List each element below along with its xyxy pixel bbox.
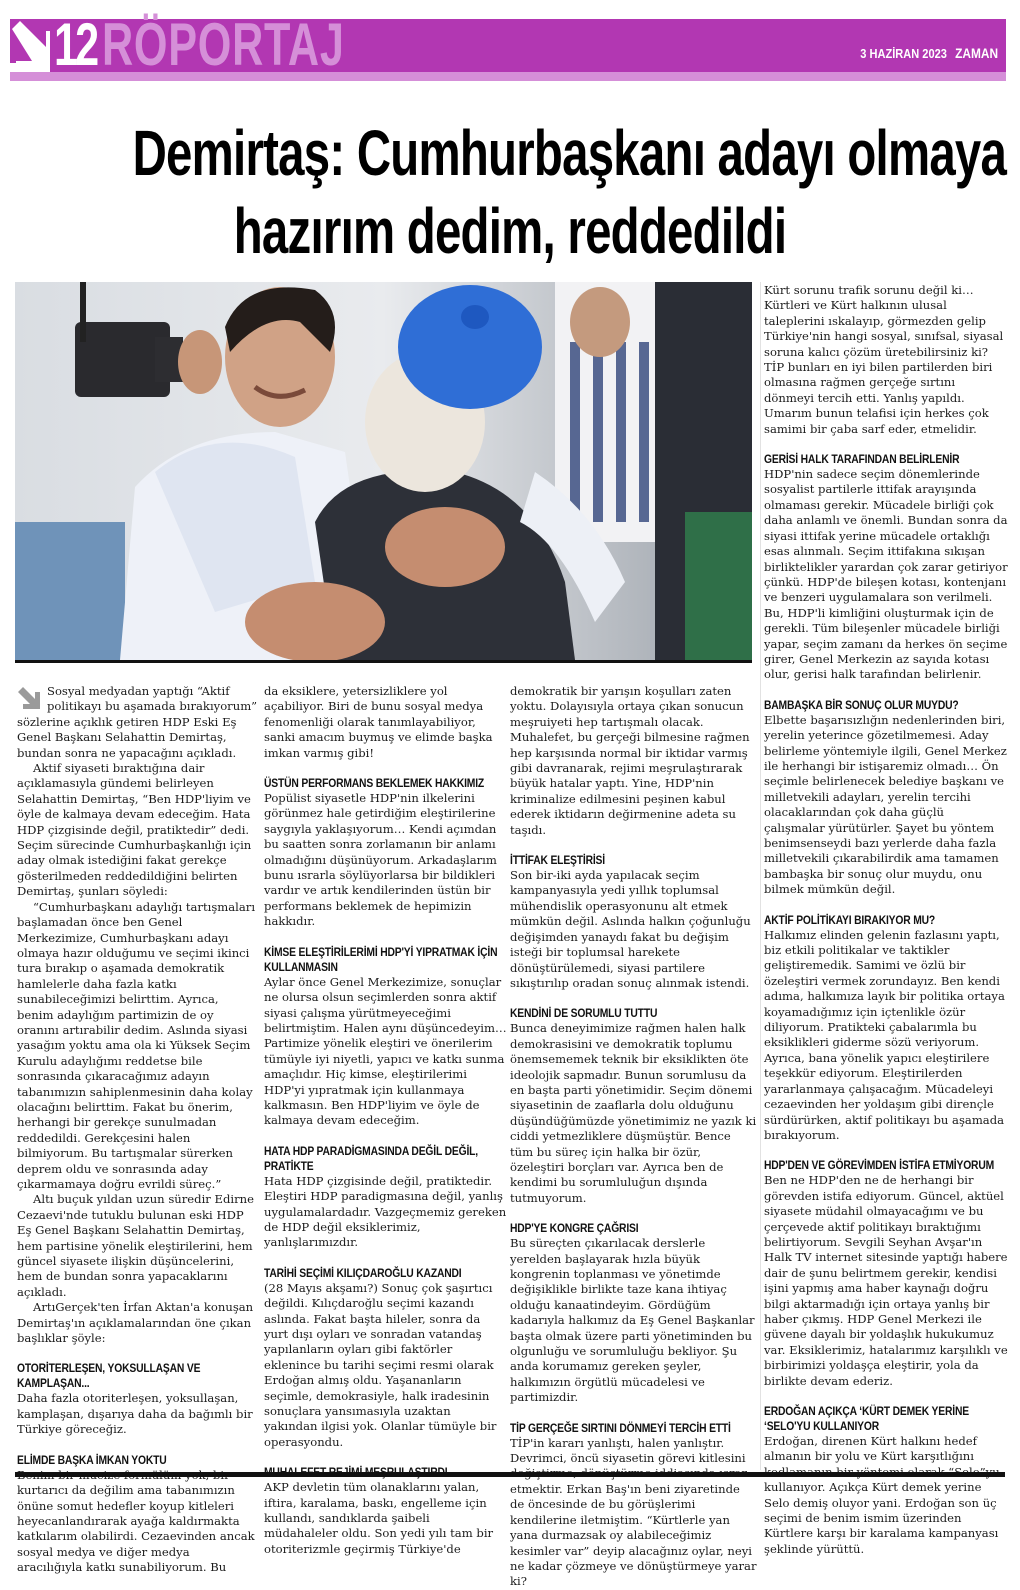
page-number: 12	[54, 11, 97, 78]
subsection-text: Erdoğan, direnen Kürt halkını hedef almanın bir yolu ve Kürt karşıtlığını kullanıyor. Açıkça Kürt demek yerine Selo demiş oluyor yani. Erdoğan son üç seçimi de benim ismim üzerinden Kürtlere karşı bir karalama kampanyası şeklinde yürüttü.	[764, 1434, 999, 1556]
subsection-text: (28 Mayıs akşamı?) Sonuç çok şaşırtıcı değildi. Kılıçdaroğlu seçimi kazandı aslında. Fakat başta hileler, sonra da yurt dışı oyları ve sonradan vatandaş yapılanların oyları gibi faktörler eklenince bu tarihi seçimi resmi olarak Erdoğan almış oldu. Yaşananların seçimle, demokrasiyle, halk iradesinin sonuçlara yansımasıyla uzaktan yakından ilgisi yok. Olanlar tümüyle bir operasyondu.	[264, 1280, 497, 1449]
subheading: TARİHİ SEÇİMİ KILIÇDAROĞLU KAZANDI	[264, 1265, 462, 1280]
bg-person-shirt	[15, 522, 125, 660]
subheading: HDP'DEN VE GÖREVİMDEN İSTİFA ETMİYORUM	[764, 1158, 995, 1173]
subheading: AKTİF POLİTİKAYI BIRAKIYOR MU?	[764, 912, 936, 927]
column-divider	[760, 282, 761, 1470]
subsection-text: Bunca deneyimimize rağmen halen halk demokrasisini ve demokratik toplumu önemsememek teknik bir eksiklikten öte ideolojik sapmadır. Bunun sorumlusu da en başta parti yönetimidir. Seçim dönemi siyasetinin de zaaflarla dolu olduğunu düşündüğümüzde yönetimimiz ne yazık ki ciddi yetmezliklere düşmüştür. Bence tüm bu süreç için halka bir özür, özeleştiri borçları var. Ayrıca ben de kendimi bu sorumluluğun dışında tutmuyorum.	[510, 1021, 757, 1205]
subheading: KENDİNİ DE SORUMLU TUTTU	[510, 1006, 658, 1021]
subsection-text: Popülist siyasetle HDP'nin ilkelerini görünmez hale getirdiğim eleştirilerine saygıyla yaklaşıyorum… Kendi açımdan bu saatten sonra zorlamanın bir anlamı olmadığını düşünüyorum. Arkadaşlarım bunu ısrarla söylüyorlarsa bir bildikleri vardır ve artık kendilerinden üstün bir performans beklemek de hepimizin hakkıdır.	[264, 791, 497, 929]
continued-text: demokratik bir yarışın koşulları zaten yoktu. Dolayısıyla ortaya çıkan sonucun meşruiyeti hep tartışmalı olacak. Muhalefet, bu gerçeği bilmesine rağmen hep karşısında normal bir iktidar varmış gibi davranarak, rejimi meşrulaştırarak büyük hatalar yaptı. Yine, HDP'nin kriminalize edilmesini peşinen kabul ederek iktidarın değirmenine adeta su taşıdı.	[510, 684, 750, 837]
article-photo	[15, 282, 752, 660]
article-column-4	[764, 283, 1008, 1557]
body-paragraph: ArtıGerçek'ten İrfan Aktan'a konuşan Demirtaş'ın açıklamalarından öne çıkan başlıklar şöyle:	[17, 1300, 254, 1346]
subheading: ÜSTÜN PERFORMANS BEKLEMEK HAKKIMIZ	[264, 776, 485, 791]
section-arrow-icon	[10, 19, 50, 72]
subsection-text: Elbette başarısızlığın nedenlerinden biri, yerelin yeterince gözetilmemesi. Aday belirleme yöntemiyle ilgili, Genel Merkez ile herhangi bir istişaremiz olmadı… Ön seçimle belirlenecek belediye başkanı ve milletvekili adayları, yerelin tercihi olacaklarından çok daha güçlü çalışmalar yürütürler. Şayet bu yöntem benimsenseydi bazı yerlerde daha fazla milletvekili çıkarabilirdik ama tamamen bambaşka bir sonuç olur muydu, onu bilmek mümkün değil.	[764, 712, 1007, 897]
subheading: KİMSE ELEŞTİRİLERİMİ HDP'Yİ YIPRATMAK İÇİN KULLANMASIN	[264, 944, 498, 974]
headline-line-2: hazırım dedim, reddedildi	[233, 195, 787, 267]
subheading: HDP'YE KONGRE ÇAĞRISI	[510, 1221, 639, 1236]
subheading: HATA HDP PARADİGMASINDA DEĞİL DEĞİL, PRATİKTE	[264, 1143, 478, 1173]
subsection-text: Son bir-iki ayda yapılacak seçim kampanyasıyla yedi yıllık toplumsal mühendislik operasyonunu alt etmek mümkün değil. Aslında halkın çoğunluğu değişimden yanaydı fakat bu değişim isteği bir toplumsal harekete dönüştürülemedi, siyasi partilere sıkıştırılıp oradan sonuç alınmak istendi.	[510, 868, 751, 990]
subheading: OTORİTERLEŞEN, YOKSULLAŞAN VE KAMPLAŞAN...	[17, 1361, 201, 1391]
subsection-text: Bu süreçten çıkarılacak derslerle yerelden başlayarak hızla büyük kongrenin toplanması ve yönetimde değişiklikle birlikte taze kana ihtiyaç olduğu kanaatindeyim. Gördüğüm kadarıyla halkımız da Eş Genel Başkanlar başta olmak üzere parti yönetiminden bu olgunluğu ve sorumluluğu bekliyor. Şu anda korumamız gereken şeyler, halkımızın örgütlü mücadelesi ve partimizdir.	[510, 1236, 755, 1405]
lead-arrow-icon	[17, 686, 41, 710]
page-bottom-rule	[15, 1472, 1005, 1477]
subsection-text: Halkımız elinden gelenin fazlasını yaptı, biz etkili politikalar ve taktikler geliştiremedik. Samimi ve özlü bir özeleştiri vermek zorundayız. Ben kendi adıma, halkımıza layık bir politika ortaya koyamadığımız için içtenlikle özür diliyorum. Pratikteki çabalarımla bu eksiklikleri giderme sözü veriyorum. Ayrıca, bana yönelik yapıcı eleştirilere teşekkür ediyorum. Eleştirilerden yararlanmaya çalışacağım. Mücadeleyi cezaevinden her yoldaşım gibi dirençle sürdürürken, aktif politikayı bu aşamada bırakıyorum.	[764, 927, 1005, 1142]
lead-paragraph: Sosyal medyadan yaptığı “Aktif politikayı bu aşamada bırakıyorum” sözlerine açıklık getiren HDP Eski Eş Genel Başkanı Selahattin Demirtaş, bundan sonra ne yapacağını açıkladı.	[17, 684, 258, 760]
page-title	[0, 114, 1020, 270]
continued-text: da eksiklere, yetersizliklere yol açabiliyor. Biri de bunu sosyal medya fenomenliği olarak tanımlayabiliyor, sanki amacım buymuş ve elimde başka imkan varmış gibi!	[264, 684, 493, 760]
subsection-text: Aylar önce Genel Merkezimize, sonuçlar ne olursa olsun seçimlerden sonra aktif siyasi çalışma yürütmeyeceğimi belirtmiştim. Halen aynı düşüncedeyim… Partimize yönelik eleştiri ve önerilerim tümüyle iyi niyetli, yapıcı ve katkı sunma amaçlıdır. Hiç kimse, eleştirilerimi HDP'yi yıpratmak için kullanmaya kalkmasın. Ben HDP'liyim ve öyle de kalmaya devam edeceğim.	[264, 974, 507, 1128]
subheading: ERDOĞAN AÇIKÇA ‘KÜRT DEMEK YERİNE ‘SELO'YU KULLANIYOR	[764, 1404, 969, 1433]
subsection-text: Hata HDP çizgisinde değil, pratiktedir. Eleştiri HDP paradigmasına değil, yanlış uygulamalardadır. Vazgeçmemiz gereken de HDP değil eksiklerimiz, yanlışlarımızdır.	[264, 1173, 507, 1250]
dateline	[860, 45, 998, 61]
article-column-3	[510, 684, 757, 1590]
quote-paragraph: “Cumhurbaşkanı adaylığı tartışmaları başlamadan önce ben Genel Merkezimize, Cumhurbaşkanı adayı olmaya hazır olduğumu ve seçimi ikinci tura bırakıp o aşamada demokratik hamlelerle daha fazla katkı sunabileceğimizi belirttim. Ayrıca, benim adaylığım partimizin de oy oranını artırabilir dedim. Aslında siyasi yasağım yoktu ama ola ki Yüksek Seçim Kurulu adaylığımı reddetse bile sonrasında çıkaracağımız adayın tabanımızın sahiplenmesinin daha kolay olacağını belirttim. Fakat bu önerim, herhangi bir gerekçe sunulmadan reddedildi. Gerekçesini halen bilmiyorum. Bu tartışmalar sürerken deprem oldu ve sonrasında aday çıkarmamaya doğru evrildi süreç.”	[17, 899, 256, 1191]
photo-bottom-rule	[15, 660, 752, 663]
subsection-text: AKP devletin tüm olanaklarını yalan, iftira, karalama, baskı, engelleme için kullandı, sandıklarda şaibeli müdahaleler oldu. Son yedi yılı tam bir otoriterizmle geçirmiş Türkiye'de	[264, 1480, 494, 1556]
newspaper-name: ZAMAN	[955, 45, 998, 61]
subheading: GERİSİ HALK TARAFINDAN BELİRLENİR	[764, 452, 960, 467]
subheading: TİP GERÇEĞE SIRTINI DÖNMEYİ TERCİH ETTİ	[510, 1420, 731, 1435]
body-paragraph: Altı buçuk yıldan uzun süredir Edirne Cezaevi'nde tutuklu bulunan eski HDP Eş Genel Başkanı Selahattin Demirtaş, hem partisine yönelik eleştirilerini, hem güncel siyasete ilişkin düşüncelerini, hem de bundan sonra yapacaklarını açıkladı.	[17, 1192, 254, 1299]
blue-cap	[398, 285, 542, 409]
continued-text: Kürt sorunu trafik sorunu değil ki… Kürtleri ve Kürt halkının ulusal taleplerini ıskalayıp, görmezden gelip Türkiye'nin hangi sosyal, sınıfsal, siyasal soruna kalıcı çözüm üretebilirsiniz ki? TİP bunları en iyi bilen partilerden biri olmasına rağmen gerçeğe sırtını dönmeyi tercih etti. Yanlış yapıldı. Umarım bunun telafisi için herkes çok samimi bir çaba sarf eder, etmelidir.	[764, 283, 1004, 436]
subsection-text: Ben ne HDP'den ne de herhangi bir görevden istifa ediyorum. Güncel, aktüel siyasete müdahil olmayacağımı ve bu çerçevede aktif politikayı bıraktığımı belirtiyorum. Sevgili Seyhan Avşar'ın Halk TV internet sitesinde yaptığı habere dair de şunu belirtmem gerekir, kendisi işini yapmış ama haber kaynağı doğru bilgi aktarmadığı için ortaya yanlış bir haber çıkmış. HDP Genel Merkezi ile güvene dayalı bir yoldaşlık hukukumuz var. Eksiklerimiz, hatalarımız karşılıklı ve birbirimizi yoldaşça eleştirir, yola da birlikte devam ederiz.	[764, 1173, 1008, 1388]
hand-on-back	[385, 507, 505, 587]
body-paragraph: Aktif siyaseti bıraktığına dair açıklamasıyla gündemi belirleyen Selahattin Demirtaş, “Ben HDP'liyim ve öyle de kalmaya devam edeceğim. Hata HDP çizgisinde değil, pratiktedir” dedi. Seçim sürecinde Cumhurbaşkanlığı için aday olmak istediğini fakat gerekçe gösterilmeden reddedildiğini belirten Demirtaş, şunları söyledi:	[17, 761, 252, 899]
subheading: ELİMDE BAŞKA İMKAN YOKTU	[17, 1452, 167, 1467]
issue-date: 3 HAZİRAN 2023	[860, 46, 947, 61]
subheading: BAMBAŞKA BİR SONUÇ OLUR MUYDU?	[764, 697, 959, 712]
headline-line-1: Demirtaş: Cumhurbaşkanı adayı olmaya	[132, 117, 1007, 189]
subsection-text: kurtarıcı da değilim ama tabanımızın önüne somut hedefler koyup kitleleri heyecanlandırarak ayağa kaldırmakta katkılarım olabilirdi. Cezaevinden ancak sosyal medya ve diğer medya aracılığıyla katkı sunabiliyorum. Bu	[17, 1483, 255, 1575]
subsection-text: TİP'in kararı yanlıştı, halen yanlıştır. Devrimci, öncü siyasetin görevi kitlesini etmektir. Erkan Baş'ın beni ziyaretinde de öncesinde de bu görüşlerimi kendilerine iletmiştim. “Kürtlerle yan yana durmazsak oy alabileceğimiz kesimler var” deyip alacağınız oylar, neyi ne kadar çözmeye ve dönüştürmeye yarar ki?	[510, 1435, 757, 1589]
subsection-text: HDP'nin sadece seçim dönemlerinde sosyalist partilerle ittifak arayışında olmaması gerekir. Mücadele birliği çok daha anlamlı ve önemli. Bundan sonra da siyasi ittifak yerine mücadele ortaklığı esas alınmalı. Seçim ittifakına sıkışan birliktelikler yarardan çok zarar getiriyor çünkü. HDP'de bileşen kotası, kontenjanı ve benzeri uygulamalara son verilmeli. Bu, HDP'li kimliğini oluşturmak için de gerekli. Tüm bileşenler mücadele birliği yapar, seçim zamanı da herkes ön seçime girer, Genel Merkezin az sayıda kotası olur, gerisi halk tarafından belirlenir.	[764, 467, 1008, 682]
article-column-1	[17, 684, 258, 1576]
subsection-text: Daha fazla otoriterleşen, yoksullaşan, kamplaşan, dışarıya daha da bağımlı bir Türkiye göreceğiz.	[17, 1391, 253, 1437]
subheading: İTTİFAK ELEŞTİRİSİ	[510, 853, 605, 868]
photo-illustration	[15, 282, 752, 660]
article-column-2	[264, 684, 507, 1557]
section-title: RÖPORTAJ	[102, 11, 345, 78]
